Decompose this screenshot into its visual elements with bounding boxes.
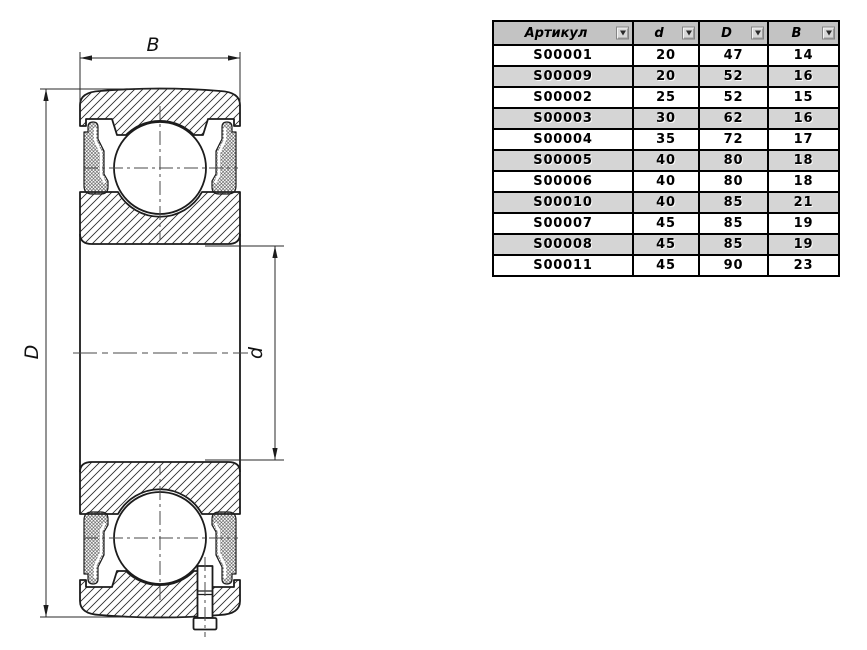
article-cell: S00011 xyxy=(493,255,633,276)
article-cell: S00003 xyxy=(493,108,633,129)
set-screw xyxy=(194,557,217,637)
filter-dropdown-button-D[interactable] xyxy=(751,27,764,40)
article-cell: S00002 xyxy=(493,87,633,108)
chevron-down-icon xyxy=(620,31,626,36)
bearing-lower-section xyxy=(80,462,240,618)
D-value-cell: 52 xyxy=(699,87,768,108)
d-value-cell: 20 xyxy=(633,45,699,66)
D-value-cell: 80 xyxy=(699,171,768,192)
d-value-cell: 25 xyxy=(633,87,699,108)
filter-dropdown-button-B[interactable] xyxy=(822,27,835,40)
table-row[interactable] xyxy=(493,129,839,150)
table-row[interactable] xyxy=(493,171,839,192)
D-value-cell: 80 xyxy=(699,150,768,171)
D-value-cell: 72 xyxy=(699,129,768,150)
chevron-down-icon xyxy=(686,31,692,36)
column-header-article-label: Артикул xyxy=(524,25,588,41)
B-value-cell: 23 xyxy=(768,255,839,276)
column-header-d[interactable] xyxy=(633,21,699,45)
table-row[interactable] xyxy=(493,150,839,171)
dim-label-b: B xyxy=(146,34,160,56)
D-value-cell: 85 xyxy=(699,192,768,213)
d-value-cell: 45 xyxy=(633,213,699,234)
d-value-cell: 45 xyxy=(633,255,699,276)
article-cell: S00007 xyxy=(493,213,633,234)
B-value-cell: 16 xyxy=(768,66,839,87)
table-row[interactable] xyxy=(493,234,839,255)
bearing-upper-section xyxy=(80,89,240,245)
table-row[interactable] xyxy=(493,66,839,87)
d-value-cell: 35 xyxy=(633,129,699,150)
column-header-B[interactable] xyxy=(768,21,839,45)
B-value-cell: 19 xyxy=(768,213,839,234)
specs-table-header xyxy=(493,21,839,45)
table-row[interactable] xyxy=(493,108,839,129)
table-row[interactable] xyxy=(493,87,839,108)
table-row[interactable] xyxy=(493,213,839,234)
table-row[interactable] xyxy=(493,255,839,276)
D-value-cell: 62 xyxy=(699,108,768,129)
chevron-down-icon xyxy=(826,31,832,36)
chevron-down-icon xyxy=(755,31,761,36)
d-value-cell: 40 xyxy=(633,192,699,213)
B-value-cell: 21 xyxy=(768,192,839,213)
B-value-cell: 18 xyxy=(768,150,839,171)
B-value-cell: 18 xyxy=(768,171,839,192)
filter-dropdown-button-d[interactable] xyxy=(682,27,695,40)
column-header-B-label: B xyxy=(791,25,802,41)
dim-label-d-outer: D xyxy=(21,344,43,360)
D-value-cell: 47 xyxy=(699,45,768,66)
D-value-cell: 90 xyxy=(699,255,768,276)
B-value-cell: 15 xyxy=(768,87,839,108)
column-header-D[interactable] xyxy=(699,21,768,45)
D-value-cell: 52 xyxy=(699,66,768,87)
column-header-D-label: D xyxy=(721,25,732,41)
right-seal xyxy=(212,122,236,194)
D-value-cell: 85 xyxy=(699,234,768,255)
d-value-cell: 30 xyxy=(633,108,699,129)
d-value-cell: 20 xyxy=(633,66,699,87)
table-row[interactable] xyxy=(493,192,839,213)
table-row[interactable] xyxy=(493,45,839,66)
B-value-cell: 17 xyxy=(768,129,839,150)
left-seal xyxy=(84,512,108,584)
specs-table xyxy=(492,20,840,277)
column-header-article[interactable] xyxy=(493,21,633,45)
column-header-d-label: d xyxy=(654,25,664,41)
B-value-cell: 19 xyxy=(768,234,839,255)
article-cell: S00006 xyxy=(493,171,633,192)
dim-label-d-bore: d xyxy=(245,346,267,360)
d-value-cell: 40 xyxy=(633,150,699,171)
article-cell: S00005 xyxy=(493,150,633,171)
article-cell: S00004 xyxy=(493,129,633,150)
bearing-cross-section-drawing xyxy=(0,0,320,650)
D-value-cell: 85 xyxy=(699,213,768,234)
article-cell: S00008 xyxy=(493,234,633,255)
specs-table-body xyxy=(493,45,839,276)
B-value-cell: 14 xyxy=(768,45,839,66)
article-cell: S00010 xyxy=(493,192,633,213)
d-value-cell: 40 xyxy=(633,171,699,192)
article-cell: S00009 xyxy=(493,66,633,87)
d-value-cell: 45 xyxy=(633,234,699,255)
B-value-cell: 16 xyxy=(768,108,839,129)
left-seal xyxy=(84,122,108,194)
right-seal xyxy=(212,512,236,584)
filter-dropdown-button-article[interactable] xyxy=(616,27,629,40)
article-cell: S00001 xyxy=(493,45,633,66)
